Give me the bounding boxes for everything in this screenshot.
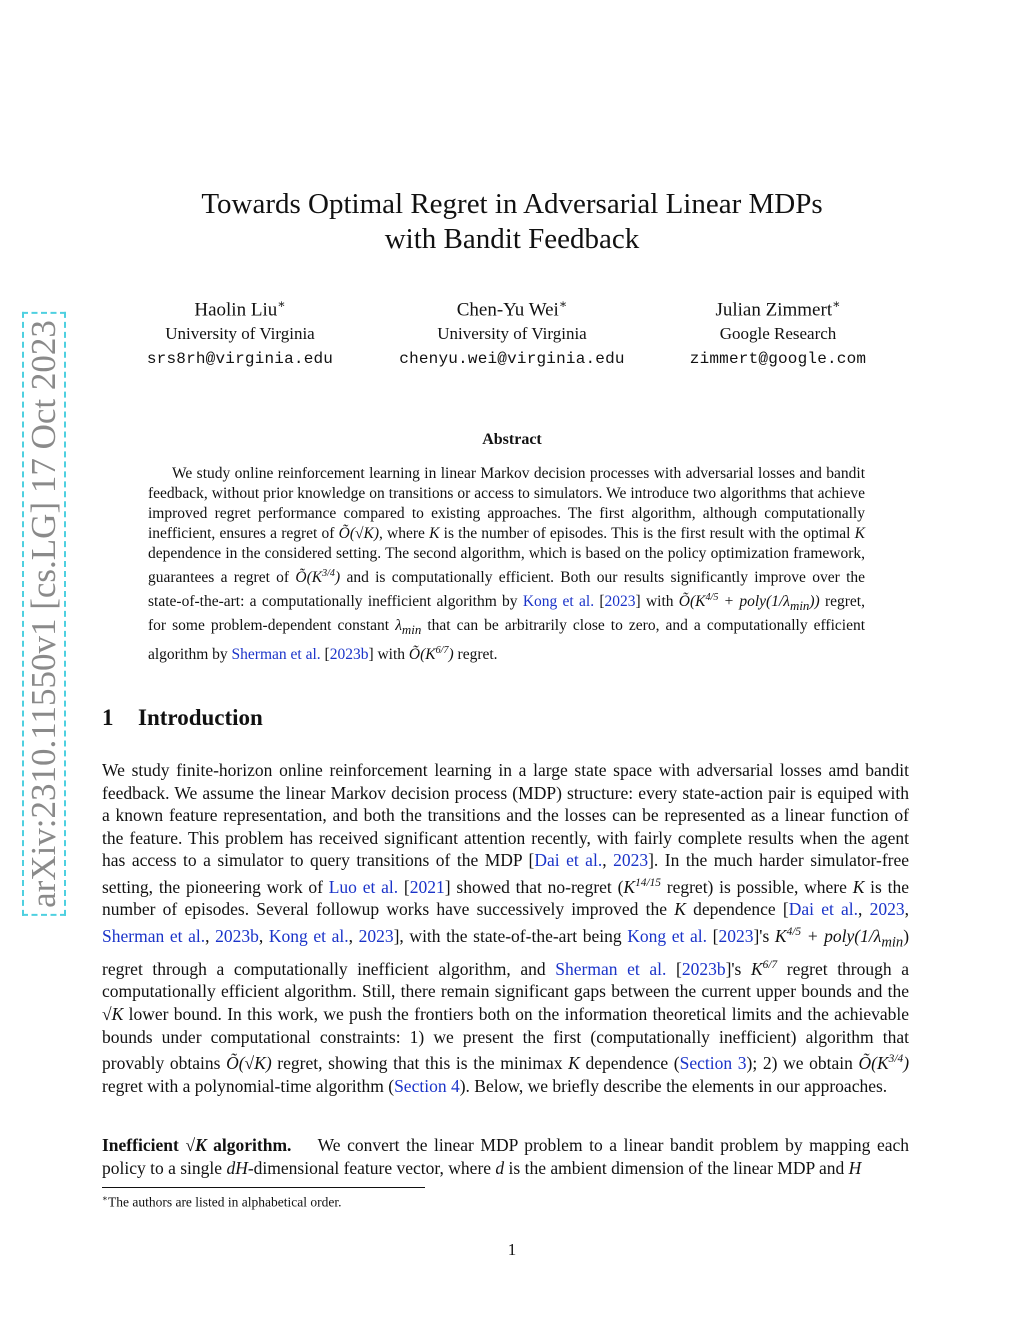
author-affiliation: University of Virginia [165, 324, 315, 344]
author-affiliation: University of Virginia [437, 324, 587, 344]
paragraph-heading: Inefficient √K algorithm. [102, 1135, 292, 1155]
math: H [848, 1157, 862, 1178]
citation-link[interactable]: Kong et al. [522, 593, 595, 611]
math: $K^{14/15}$ [623, 876, 661, 897]
section-title: Introduction [138, 705, 263, 730]
citation-year-link[interactable]: 2023 [718, 925, 754, 946]
citation-year-link[interactable]: 2023b [329, 645, 369, 663]
citation-link[interactable]: Kong et al. [627, 925, 708, 946]
section-heading [102, 705, 263, 731]
math: K [568, 1052, 580, 1073]
author-email[interactable]: chenyu.wei@virginia.edu [399, 350, 625, 369]
citation-year-link[interactable]: 2023 [613, 850, 649, 871]
math: $K^{6/7}$ [750, 958, 778, 979]
footnote: ∗The authors are listed in alphabetical order. [102, 1193, 342, 1210]
paper-title [0, 187, 1024, 257]
math: √K [102, 1003, 124, 1024]
author-email[interactable]: zimmert@google.com [689, 350, 867, 369]
abstract-heading: Abstract [482, 431, 542, 448]
math: $\lambda_{min}$ [395, 617, 422, 638]
math: d [495, 1157, 505, 1178]
arxiv-identifier[interactable]: arXiv:2310.11550v1 [cs.LG] 17 Oct 2023 [22, 312, 66, 916]
citation-link[interactable]: Kong et al. [268, 925, 349, 946]
abstract-body [148, 464, 865, 665]
math: K [852, 876, 865, 897]
inefficient-algorithm-paragraph: Inefficient √K algorithm. We convert the linear MDP problem to a linear bandit problem by mapping each policy to a single dH-dimensional feature vector, where d is the ambient dimension of the linear MDP and H [102, 1135, 910, 1178]
section-number: 1 [102, 705, 114, 730]
math: Õ(√K) [338, 525, 379, 542]
abstract-paragraph: We study online reinforcement learning in linear Markov decision processes with adversarial losses and bandit feedback, without prior knowledge on transitions or access to simulators. We introduce two algorithms that achieve improved regret performance compared to existing approaches. The first algorithm, although computationally inefficient, ensures a regret of Õ(√K), where K is the number of episodes. This is the first result with the optimal K dependence in the considered setting. The second algorithm, which is based on the policy optimization framework, guarantees a regret of $Õ(K^{3/4})$ and is computationally efficient. Both our results significantly improve over the state-of-the-art: a computationally inefficient algorithm by Kong et al. [2023] with $Õ(K^{4/5}$ + $poly(1/\lambda_{min})$) regret, for some problem-dependent constant $\lambda_{min}$ that can be arbitrarily close to zero, and a computationally efficient algorithm by Sherman et al. [2023b] with $Õ(K^{6/7})$ regret. [148, 465, 866, 663]
citation-link[interactable]: Dai et al. [534, 850, 603, 871]
citation-year-link[interactable]: 2023 [604, 593, 636, 611]
author-affiliation: Google Research [719, 324, 837, 344]
citation-year-link[interactable]: 2021 [409, 876, 445, 897]
author-block-1 [90, 292, 390, 372]
page-number: 1 [507, 1240, 517, 1259]
citation-year-link[interactable]: 2023 [358, 925, 394, 946]
citation-link[interactable]: Sherman et al. [231, 645, 321, 663]
author-name: Chen-Yu Wei∗ [456, 297, 568, 321]
math: $Õ(K^{3/4})$ [858, 1052, 910, 1073]
author-block-2 [362, 292, 662, 372]
citation-link[interactable]: Luo et al. [328, 876, 399, 897]
math: $Õ(K^{6/7})$ [408, 644, 454, 663]
citation-link[interactable]: Sherman et al. [555, 958, 667, 979]
author-name: Julian Zimmert∗ [715, 297, 841, 321]
citation-year-link[interactable]: 2023b [681, 958, 726, 979]
citation-year-link[interactable]: 2023 [869, 899, 905, 920]
citation-link[interactable]: Dai et al. [788, 899, 859, 920]
math: K [854, 525, 865, 542]
author-block-3 [628, 292, 928, 372]
author-name: Haolin Liu∗ [194, 297, 286, 321]
citation-year-link[interactable]: 2023b [215, 925, 259, 946]
math: K [429, 525, 440, 542]
math: dH [226, 1157, 248, 1178]
section-ref-link[interactable]: Section 3 [679, 1052, 747, 1073]
math: $Õ(K^{3/4})$ [295, 568, 341, 587]
math: K [674, 899, 686, 920]
math: Õ(√K) [226, 1052, 272, 1073]
author-email[interactable]: srs8rh@virginia.edu [146, 350, 334, 369]
section-ref-link[interactable]: Section 4 [394, 1075, 460, 1096]
math: $Õ(K^{4/5}$ + $poly(1/\lambda_{min})$) [678, 592, 820, 614]
title-line-2: with Bandit Feedback [384, 223, 640, 255]
footnote-rule [102, 1187, 425, 1188]
citation-link[interactable]: Sherman et al. [102, 925, 206, 946]
title-line-1: Towards Optimal Regret in Adversarial Linear MDPs [201, 188, 823, 220]
intro-paragraph: We study finite-horizon online reinforcement learning in a large state space with adversarial losses amd bandit feedback. We assume the linear Markov decision process (MDP) structure: every state-action pair is equiped with a known feature representation, and both the transitions and the losses can be represented as a linear function of the feature. This problem has received significant attention recently, with fairly complete results when the agent has access to a simulator to query transitions of the MDP [Dai et al., 2023]. In the much harder simulator-free setting, the pioneering work of Luo et al. [2021] showed that no-regret ($K^{14/15}$ regret) is possible, where K is the number of episodes. Several followup works have successively improved the K dependence [Dai et al., 2023, Sherman et al., 2023b, Kong et al., 2023], with the state-of-the-art being Kong et al. [2023]'s $K^{4/5}$ + $poly(1/\lambda_{min})$ regret through a computationally inefficient algorithm, and Sherman et al. [2023b]'s $K^{6/7}$ regret through a computationally efficient algorithm. Still, there remain significant gaps between the current upper bounds and the √K lower bound. In this work, we push the frontiers both on the information theoretical limits and the achievable bounds under computational constraints: 1) we present the first (computationally inefficient) algorithm that provably obtains Õ(√K) regret, showing that this is the minimax K dependence (Section 3); 2) we obtain $Õ(K^{3/4})$ regret with a polynomial-time algorithm (Section 4). Below, we briefly describe the elements in our approaches. [102, 760, 910, 1096]
math: $K^{4/5}$ + $poly(1/\lambda_{min}$ [774, 925, 904, 951]
